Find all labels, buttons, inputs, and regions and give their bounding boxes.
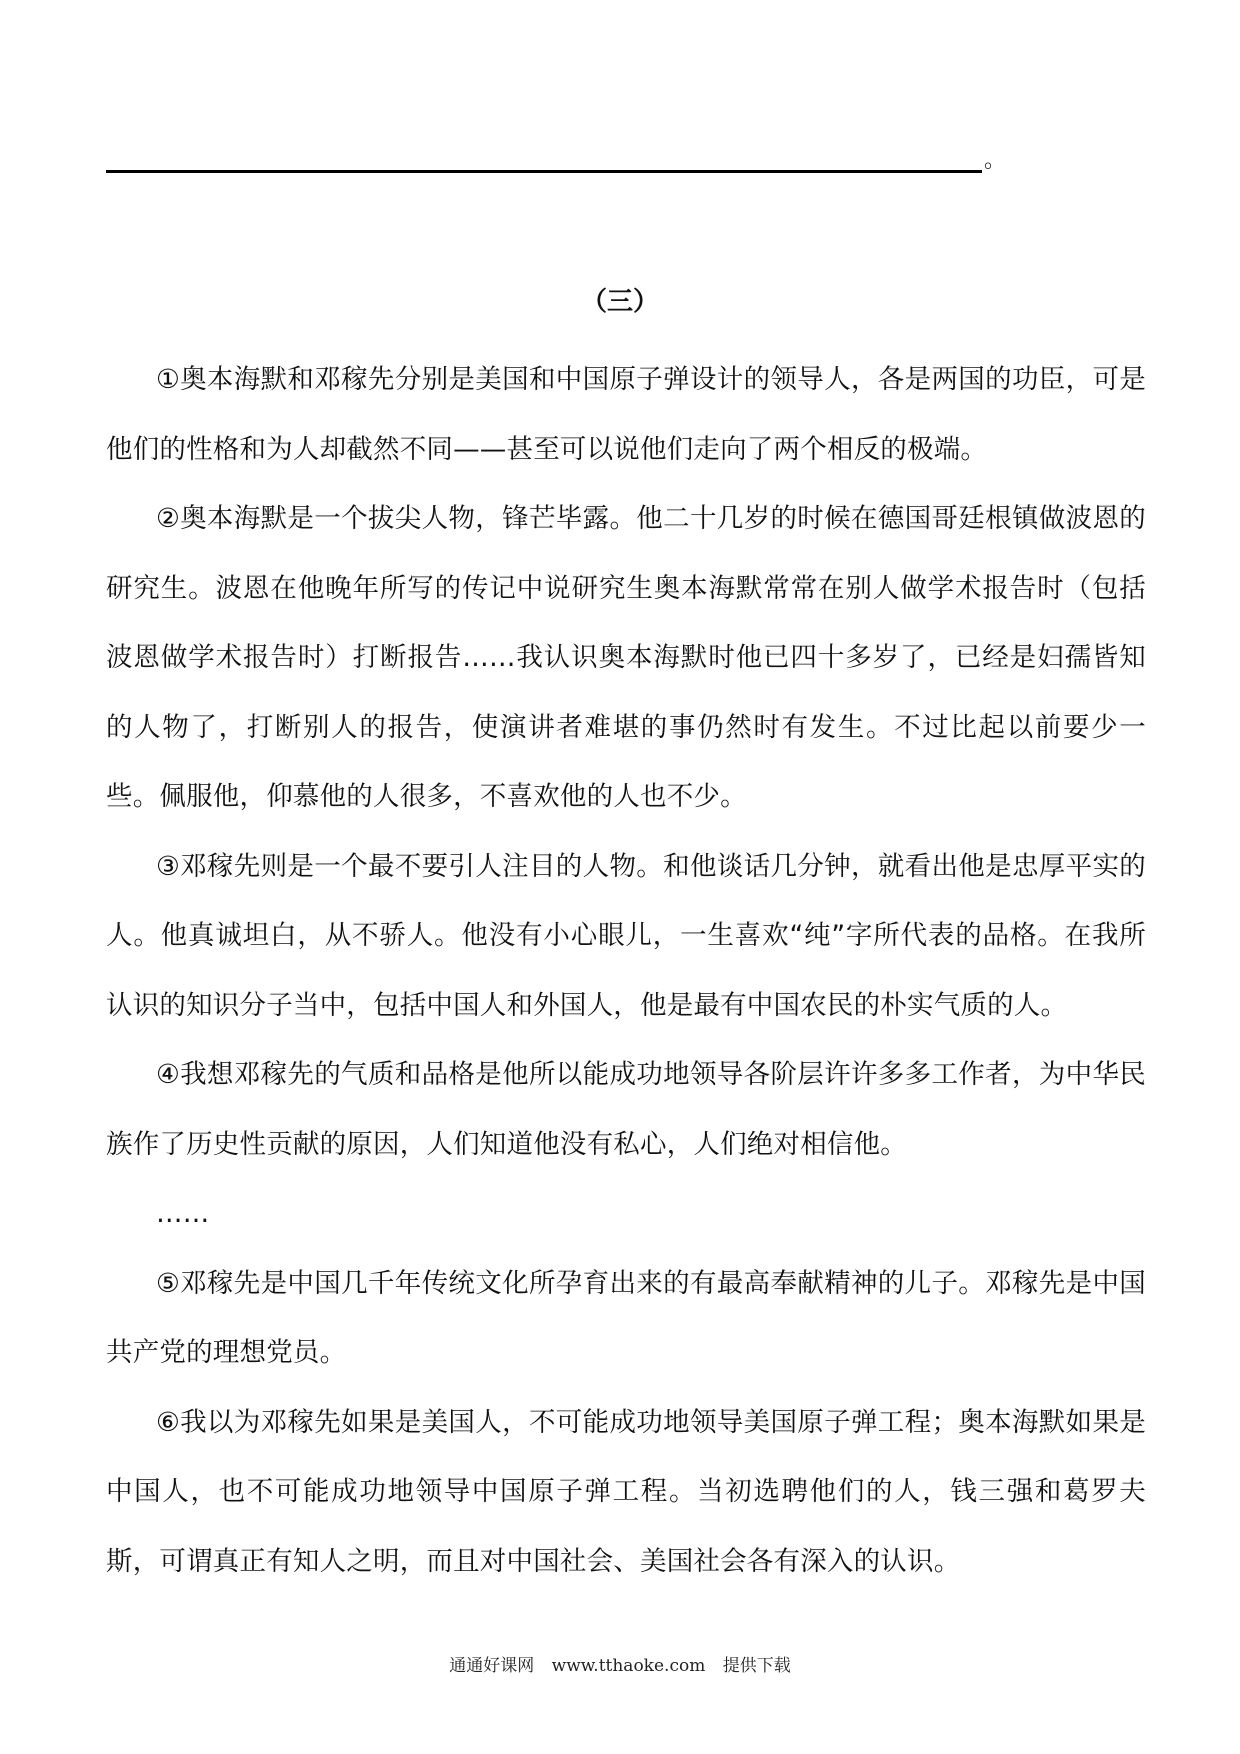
paragraph-6: ⑥我以为邓稼先如果是美国人，不可能成功地领导美国原子弹工程；奥本海默如果是中国人，也不可能成功地领导中国原子弹工程。当初选聘他们的人，钱三强和葛罗夫斯，可谓真正有知人之明，而且对中国社会、美国社会各有深入的认识。	[106, 1406, 1146, 1577]
paragraph-2: ②奥本海默是一个拔尖人物，锋芒毕露。他二十几岁的时候在德国哥廷根镇做波恩的研究生。波恩在他晚年所写的传记中说研究生奥本海默常常在别人做学术报告时（包括波恩做学术报告时）打断报告……我认识奥本海默时他已四十多岁了，已经是妇孺皆知的人物了，打断别人的报告，使演讲者难堪的事仍然时有发生。不过比起以前要少一些。佩服他，仰慕他的人很多，不喜欢他的人也不少。	[106, 503, 1146, 812]
page-footer	[0, 1654, 1240, 1678]
paragraph-4: ④我想邓稼先的气质和品格是他所以能成功地领导各阶层许许多多工作者，为中华民族作了历史性贡献的原因，人们知道他没有私心，人们绝对相信他。	[106, 1059, 1146, 1160]
answer-end-mark: 。	[984, 148, 1007, 173]
ellipsis-line: ……	[156, 1198, 210, 1229]
reading-passage	[106, 345, 1146, 1596]
footer-note: 提供下载	[722, 1656, 791, 1676]
answer-blank-line	[106, 170, 982, 173]
paragraph-1: ①奥本海默和邓稼先分别是美国和中国原子弹设计的领导人，各是两国的功臣，可是他们的性格和为人却截然不同——甚至可以说他们走向了两个相反的极端。	[106, 364, 1146, 465]
footer-site-name: 通通好课网	[449, 1656, 535, 1676]
section-title: （三）	[580, 287, 659, 317]
paragraph-3: ③邓稼先则是一个最不要引人注目的人物。和他谈话几分钟，就看出他是忠厚平实的人。他真诚坦白，从不骄人。他没有小心眼儿，一生喜欢“纯”字所代表的品格。在我所认识的知识分子当中，包括中国人和外国人，他是最有中国农民的朴实气质的人。	[106, 850, 1146, 1021]
footer-url: www.tthaoke.com	[551, 1656, 706, 1676]
paragraph-5: ⑤邓稼先是中国几千年传统文化所孕育出来的有最高奉献精神的儿子。邓稼先是中国共产党的理想党员。	[106, 1267, 1146, 1368]
